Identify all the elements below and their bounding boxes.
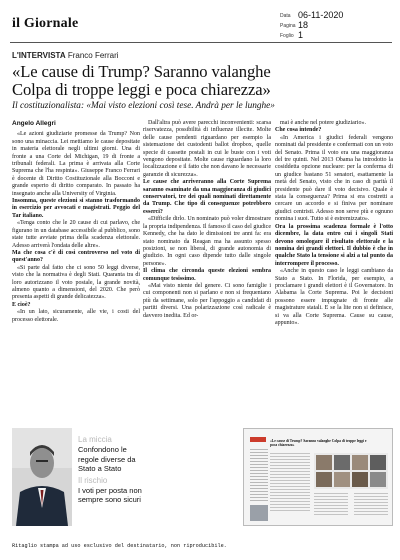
sidebar-text-risk: I voti per posta non sempre sono sicuri [78, 485, 142, 505]
body-paragraph: «Anche in questo caso le leggi cambiano da Stato a Stato. In Florida, per esempio, a proclamare i grandi elettori è il Governatore. In Alabama la Corte Suprema. Poi le decisioni possono essere impugnate di fronte alle magistrature statali. E se la lite non si definisce, si va alla Corte Suprema. Cause su cause, appunto». [275, 268, 393, 326]
question-paragraph: Insomma, queste elezioni si stanno trasformando in esercizio per avvocati e magistrati. Peggio del Tar italiano. [12, 198, 140, 219]
meta-date-label: Data [280, 13, 291, 19]
article-column-2 [143, 120, 271, 320]
meta-sheet-value: 1 [298, 30, 304, 40]
masthead [12, 10, 392, 40]
question-paragraph: Ora la prossima scadenza formale è l'otto dicembre, la data entro cui i singoli Stati devono omologare il risultato elettorale e la nomina dei grandi elettori. Il dubbio è che in qualche Stato la tensione si alzi a tal punto da interrompere il processo. [275, 223, 393, 267]
article-column-3 [275, 120, 393, 327]
kicker [12, 51, 119, 60]
question-paragraph: Le cause che arriveranno alla Corte Suprema saranno esaminate da una maggioranza di giudici conservatori, tre dei quali nominati direttamente da Trump. Che tipo di conseguenze potrebbero esserci? [143, 179, 271, 215]
meta-page-label: Pagina [280, 23, 296, 29]
article-column-1 [12, 120, 140, 324]
body-paragraph: «In America i giudici federali vengono nominati dal presidente e confermati con un voto del Senato. Prima il voto era una maggioranza del tre quinti. Nel 2013 Obama ha introdotto la cosiddetta opzione nucleare: per la conferma di un giudice bastano 51 senatori, esattamente la metà del Senato, visto che in caso di parità il presidente può dare il voto decisivo. Quale è stata la conseguenza? Prima si era costretti a cercare un accordo e si finiva per nominare giudici centristi. Adesso non serve più e ognuno nomina i suoi. Tutto si è estremizzato». [275, 134, 393, 223]
kicker-section: L'INTERVISTA [12, 51, 66, 60]
body-paragraph: «Le azioni giudiziarie promesse da Trump? Non sono una minaccia. Lei mettiamo le cause depositate in materia elettorale negli ultimi giorni. Una di fronte a una Corte del Michigan, 19 di fronte a tribunali federali. La prima è arrivata alla Corte Suprema che l'ha respinta». Giuseppe Franco Ferrari è docente di Diritto Costituzionale alla Bocconi e grande esperto di diritto comparato. In passato ha insegnato anche alla University of Virginia. [12, 131, 140, 197]
byline: Angelo Allegri [12, 120, 56, 127]
body-paragraph: Dall'altra può avere parecchi inconvenienti: scarsa riservatezza, possibilità di influenze illecite. Molte delle cause pendenti riguardano per esempio la sistemazione dei custodenti ballot dropbox, quelle specie di cassette postali in cui le buste con i voti vengono depositate. Molte cause riguardano la loro localizzazione e il fatto che non davano le necessarie garanzie di sicurezza». [143, 120, 271, 178]
body-paragraph: «Mai visto niente del genere. Ci sono famiglie i cui componenti non si parlano e non si frequentano più da settimane, solo per l'appoggio a candidati di partiti diversi. Una polarizzazione così radicale è davvero inedita. Ed or- [143, 282, 271, 319]
sidebar-label-risk: Il rischio [78, 475, 108, 485]
sidebar-box [78, 435, 148, 507]
meta-sheet-label: Foglio [280, 33, 294, 39]
page-thumbnail [243, 428, 393, 526]
page-thumbnail-title: «Le cause di Trump? Saranno valanghe Colpa di troppe leggi e poca chiarezza» [270, 439, 367, 447]
headline-line-2: Colpa di troppe leggi e poca chiarezza» [12, 80, 271, 99]
question-paragraph: Che cosa intende? [275, 127, 322, 134]
body-paragraph: «Si parte dal fatto che ci sono 50 leggi diverse, visto che la normativa è degli Stati. Quaranta tra di loro autorizzano il voto postale, la grande novità, almeno quanto a dimensioni, del 2020. Che però presenta aspetti di grande delicatezza». [12, 264, 140, 301]
portrait-illustration [12, 428, 72, 526]
body-paragraph: «Tenga conto che le 20 cause di cui parlavo, che figurano in un database accessibile al pubblico, sono state tutte avviate prima della scadenza elettorale. Adesso arriverà l'ondata delle altre». [12, 220, 140, 249]
newspaper-logo: il Giornale [12, 16, 79, 31]
sidebar-label-fuse: La miccia [78, 435, 112, 444]
question-paragraph: E cioè? [12, 301, 31, 308]
masthead-rule [10, 42, 392, 43]
portrait-photo [12, 428, 72, 526]
meta-page-value: 18 [298, 20, 309, 30]
meta-date-value: 06-11-2020 [298, 10, 344, 20]
kicker-author: Franco Ferrari [67, 51, 119, 60]
sidebar-text-fuse: Confondono le regole diverse da Stato a Stato [78, 445, 136, 474]
question-paragraph: Ma che cosa c'è di così controverso nel voto di quest'anno? [12, 249, 140, 264]
body-paragraph: mai è anche nel potere giudiziario». [280, 120, 366, 126]
clipping-footer: Ritaglio stampa ad uso esclusivo del destinatario, non riproducibile. [12, 543, 227, 549]
body-paragraph: «In un lato, sicuramente, alle vie, i costi del processo elettorale. [12, 309, 140, 323]
question-paragraph: Il clima che circonda queste elezioni sembra comunque tesissimo. [143, 268, 271, 282]
headline-line-1: «Le cause di Trump? Saranno valanghe [12, 62, 271, 81]
body-paragraph: «Difficile dirlo. Un nominato può voler dimostrare la propria indipendenza. Il famoso il caso del giudice Kennedy, che ha dato le dimissioni tre anni fa: era stato nominato da Reagan ma ha assunto spesso posizioni, se non liberal, di grande autonomia di giudizio. In ogni caso dipende tutto dalle singole persone». [143, 216, 271, 267]
subheadline: Il costituzionalista: «Mai visto elezioni così tese. Andrà per le lunghe» [12, 101, 275, 111]
